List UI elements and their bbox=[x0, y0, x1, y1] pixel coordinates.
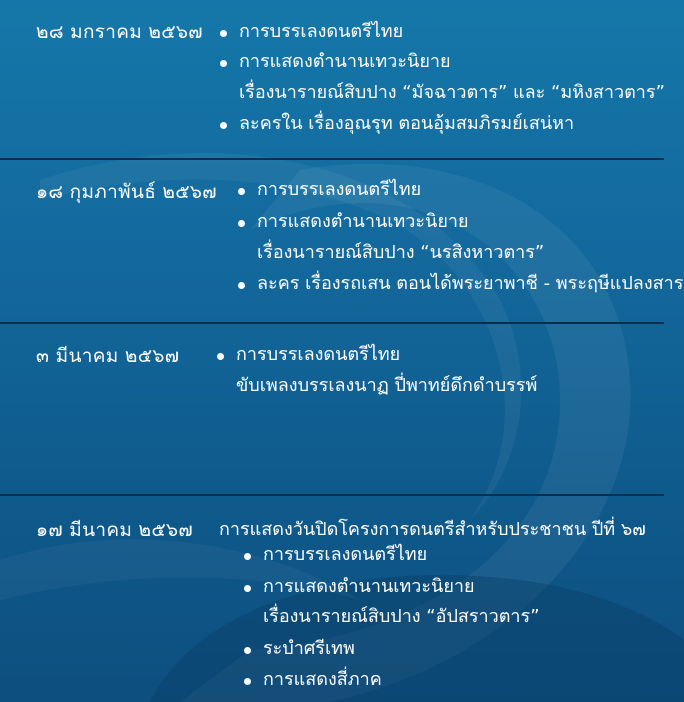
bullet-icon bbox=[244, 647, 251, 654]
bullet-icon bbox=[244, 585, 251, 592]
event-date: ๑๘ กุมภาพันธ์ ๒๕๖๗ bbox=[36, 181, 217, 203]
bullet-icon bbox=[217, 353, 224, 360]
bullet-icon bbox=[238, 188, 245, 195]
program-item-continuation: เรื่องนารายณ์สิบปาง “นรสิงหาวตาร” bbox=[257, 242, 545, 263]
program-item: การบรรเลงดนตรีไทย bbox=[263, 544, 428, 565]
program-item: ละคร เรื่องรถเสน ตอนได้พระยาพาชี - พระฤษีแปลงสาร bbox=[257, 273, 684, 294]
program-item: การบรรเลงดนตรีไทย bbox=[236, 344, 401, 365]
bullet-icon bbox=[238, 282, 245, 289]
bullet-icon bbox=[220, 122, 227, 129]
section-divider bbox=[0, 158, 664, 160]
event-date: ๓ มีนาคม ๒๕๖๗ bbox=[36, 345, 180, 367]
bullet-icon bbox=[244, 553, 251, 560]
section-divider bbox=[0, 322, 664, 324]
program-item-continuation: ขับเพลงบรรเลงนาฏ ปี่พาทย์ดึกดำบรรพ์ bbox=[236, 375, 538, 396]
program-item: การบรรเลงดนตรีไทย bbox=[257, 179, 422, 200]
program-item: การแสดงตำนานเทวะนิยาย bbox=[239, 51, 451, 72]
section-divider bbox=[0, 494, 664, 496]
bullet-icon bbox=[220, 60, 227, 67]
event-date: ๒๘ มกราคม ๒๕๖๗ bbox=[36, 21, 203, 43]
program-item-continuation: เรื่องนารายณ์สิบปาง “อัปสราวตาร” bbox=[263, 606, 540, 627]
bullet-icon bbox=[244, 678, 251, 685]
event-date: ๑๗ มีนาคม ๒๕๖๗ bbox=[36, 519, 193, 541]
program-item-continuation: เรื่องนารายณ์สิบปาง “มัจฉาวตาร” และ “มหิงสาวตาร” bbox=[239, 82, 665, 103]
program-item: ระบำศรีเทพ bbox=[263, 638, 355, 659]
program-item: ละครใน เรื่องอุณรุท ตอนอุ้มสมภิรมย์เสน่หา bbox=[239, 113, 575, 134]
closing-event-heading: การแสดงวันปิดโครงการดนตรีสำหรับประชาชน ปีที่ ๖๗ bbox=[219, 519, 646, 540]
program-item: การแสดงสี่ภาค bbox=[263, 669, 382, 690]
bullet-icon bbox=[220, 30, 227, 37]
bullet-icon bbox=[238, 220, 245, 227]
program-item: การบรรเลงดนตรีไทย bbox=[239, 21, 404, 42]
program-item: การแสดงตำนานเทวะนิยาย bbox=[263, 576, 475, 597]
program-item: การแสดงตำนานเทวะนิยาย bbox=[257, 211, 469, 232]
